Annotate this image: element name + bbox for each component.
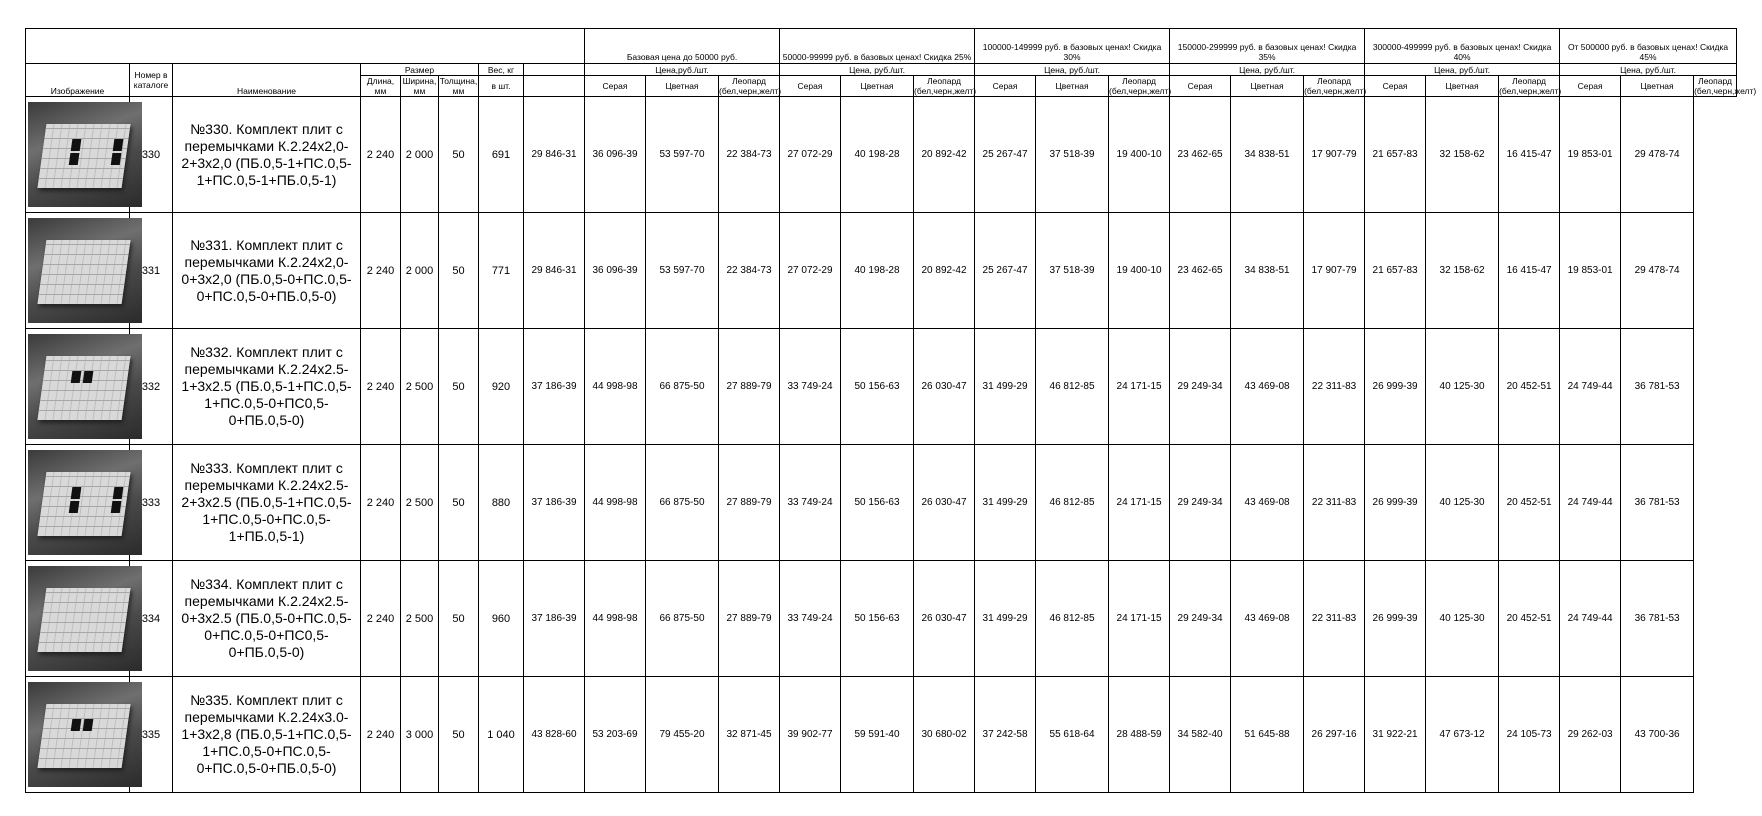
price-cell: 32 158-62: [1426, 213, 1499, 329]
hatch-hole: [71, 487, 82, 499]
price-cell: 51 645-88: [1231, 677, 1304, 793]
tier-title-0: Базовая цена до 50000 руб.: [585, 29, 780, 64]
color-header: Серая: [585, 76, 646, 97]
color-header: Серая: [975, 76, 1036, 97]
col-length: Длина, мм: [361, 76, 401, 97]
slab-image: [38, 472, 131, 536]
price-cell: 29 846-31: [524, 97, 585, 213]
price-cell: 66 875-50: [646, 445, 719, 561]
price-cell: 37 242-58: [975, 677, 1036, 793]
price-cell: 46 812-85: [1036, 329, 1109, 445]
price-cell: 24 749-44: [1560, 561, 1621, 677]
color-header: Серая: [1170, 76, 1231, 97]
color-header: Цветная: [841, 76, 914, 97]
price-cell: 27 072-29: [780, 97, 841, 213]
color-header: Леопард (бел,черн,желт): [914, 76, 977, 96]
price-cell: 19 400-10: [1109, 97, 1170, 213]
price-cell: 39 902-77: [780, 677, 841, 793]
price-cell: 32 158-62: [1426, 97, 1499, 213]
width-value: 2 500: [401, 561, 439, 677]
price-cell: 33 749-24: [780, 329, 841, 445]
hatch-hole: [113, 487, 124, 499]
tier-title-1: 50000-99999 руб. в базовых ценах! Скидка 25%: [780, 29, 975, 64]
hatch-hole: [111, 501, 122, 513]
price-cell: 24 171-15: [1109, 445, 1170, 561]
price-cell: 25 267-47: [975, 213, 1036, 329]
price-cell: 24 171-15: [1109, 561, 1170, 677]
price-table: [25, 28, 1757, 793]
price-cell: 29 249-34: [1170, 561, 1231, 677]
price-cell: 22 311-83: [1304, 561, 1365, 677]
price-cell: 29 846-31: [524, 213, 585, 329]
tier-unit-2: Цена, руб./шт.: [975, 64, 1170, 76]
price-cell: 36 781-53: [1621, 329, 1694, 445]
product-photo: [28, 566, 142, 671]
price-cell: 36 781-53: [1621, 561, 1694, 677]
price-cell: 37 518-39: [1036, 97, 1109, 213]
hatch-hole: [69, 501, 80, 513]
price-cell: 17 907-79: [1304, 213, 1365, 329]
price-cell: 43 469-08: [1231, 561, 1304, 677]
price-cell: 25 267-47: [975, 97, 1036, 213]
hatch-hole: [113, 139, 124, 151]
price-cell: 22 311-83: [1304, 445, 1365, 561]
price-cell: 26 030-47: [914, 445, 975, 561]
color-header: Цветная: [1036, 76, 1109, 97]
price-cell: 31 499-29: [975, 329, 1036, 445]
price-cell: 19 853-01: [1560, 213, 1621, 329]
col-catalog: Номер в каталоге: [130, 64, 173, 97]
table-row: [26, 329, 1737, 445]
slab-image: [38, 356, 131, 420]
product-name: №335. Комплект плит с перемычками К.2.24х3.0-1+3х2,8 (ПБ.0,5-1+ПС.0,5-1+ПС.0,5-0+ПС.0,5-0+ПС.0,5-0+ПБ.0,5-0): [173, 677, 361, 793]
price-cell: 17 907-79: [1304, 97, 1365, 213]
price-cell: 32 871-45: [719, 677, 780, 793]
col-name: Наименование: [173, 64, 361, 97]
width-value: 2 500: [401, 329, 439, 445]
length-value: 2 240: [361, 561, 401, 677]
price-cell: 66 875-50: [646, 329, 719, 445]
price-cell: 37 186-39: [524, 445, 585, 561]
length-value: 2 240: [361, 213, 401, 329]
tier-unit-1: Цена, руб./шт.: [780, 64, 975, 76]
color-header: Цветная: [1231, 76, 1304, 97]
length-value: 2 240: [361, 97, 401, 213]
price-cell: 24 749-44: [1560, 329, 1621, 445]
product-photo: [28, 334, 142, 439]
price-cell: 29 262-03: [1560, 677, 1621, 793]
color-header: Цветная: [646, 76, 719, 97]
hatch-hole: [69, 153, 80, 165]
price-cell: 50 156-63: [841, 561, 914, 677]
price-cell: 22 384-73: [719, 213, 780, 329]
price-cell: 26 030-47: [914, 561, 975, 677]
product-photo-cell: [26, 213, 130, 329]
product-name: №333. Комплект плит с перемычками К.2.24х2.5-2+3х2.5 (ПБ.0,5-1+ПС.0,5-1+ПС.0,5-0+ПС.0,5-1+ПБ.0,5-1): [173, 445, 361, 561]
color-header: Цветная: [1426, 76, 1499, 97]
price-cell: 26 999-39: [1365, 561, 1426, 677]
price-cell: 33 749-24: [780, 561, 841, 677]
price-cell: 59 591-40: [841, 677, 914, 793]
table-body: [26, 97, 1737, 793]
tier-unit-5: Цена, руб./шт.: [1560, 64, 1737, 76]
width-value: 2 500: [401, 445, 439, 561]
price-cell: 26 030-47: [914, 329, 975, 445]
col-thickness: Толщина, мм: [439, 76, 478, 96]
price-cell: 50 156-63: [841, 329, 914, 445]
table-header: [26, 29, 1757, 97]
price-cell: 47 673-12: [1426, 677, 1499, 793]
weight-value: 960: [479, 561, 524, 677]
price-cell: 36 781-53: [1621, 445, 1694, 561]
product-name: №330. Комплект плит с перемычками К.2.24х2,0-2+3х2,0 (ПБ.0,5-1+ПС.0,5-1+ПС.0,5-1+ПБ.0,5-1): [173, 97, 361, 213]
product-photo: [28, 218, 142, 323]
table-row: [26, 445, 1737, 561]
price-cell: 46 812-85: [1036, 561, 1109, 677]
product-photo-cell: [26, 677, 130, 793]
length-value: 2 240: [361, 329, 401, 445]
price-cell: 19 853-01: [1560, 97, 1621, 213]
price-cell: 34 838-51: [1231, 213, 1304, 329]
price-cell: 23 462-65: [1170, 213, 1231, 329]
color-header: Леопард (бел,черн,желт): [1694, 76, 1757, 96]
price-cell: 40 198-28: [841, 213, 914, 329]
price-cell: 40 125-30: [1426, 445, 1499, 561]
tier-title-3: 150000-299999 руб. в базовых ценах! Скидка 35%: [1170, 29, 1365, 64]
width-value: 2 000: [401, 97, 439, 213]
product-photo: [28, 450, 142, 555]
tier-unit-0: Цена,руб./шт.: [585, 64, 780, 76]
price-cell: 23 462-65: [1170, 97, 1231, 213]
tier-unit-3: Цена, руб./шт.: [1170, 64, 1365, 76]
col-weight-unit: в шт.: [479, 76, 524, 97]
col-size: Размер: [361, 64, 479, 76]
length-value: 2 240: [361, 677, 401, 793]
price-cell: 31 499-29: [975, 561, 1036, 677]
tier-title-5: От 500000 руб. в базовых ценах! Скидка 45%: [1560, 29, 1737, 64]
price-cell: 31 499-29: [975, 445, 1036, 561]
hatch-hole: [111, 153, 122, 165]
price-cell: 27 072-29: [780, 213, 841, 329]
catalog-number: 333: [130, 445, 173, 561]
price-cell: 16 415-47: [1499, 213, 1560, 329]
price-cell: 53 203-69: [585, 677, 646, 793]
color-header: Цветная: [1621, 76, 1694, 97]
price-cell: 44 998-98: [585, 561, 646, 677]
price-cell: 43 469-08: [1231, 329, 1304, 445]
slab-image: [38, 124, 131, 188]
price-cell: 24 105-73: [1499, 677, 1560, 793]
catalog-number: 332: [130, 329, 173, 445]
price-cell: 34 838-51: [1231, 97, 1304, 213]
price-cell: 37 186-39: [524, 329, 585, 445]
price-cell: 20 892-42: [914, 97, 975, 213]
thickness-value: 50: [439, 561, 479, 677]
product-name: №331. Комплект плит с перемычками К.2.24х2,0-0+3х2,0 (ПБ.0,5-0+ПС.0,5-0+ПС.0,5-0+ПБ.0,5-0): [173, 213, 361, 329]
color-header: Серая: [1365, 76, 1426, 97]
price-cell: 22 384-73: [719, 97, 780, 213]
slab-image: [38, 704, 131, 768]
col-weight-blank: [524, 64, 585, 76]
weight-value: 1 040: [479, 677, 524, 793]
price-cell: 34 582-40: [1170, 677, 1231, 793]
weight-value: 771: [479, 213, 524, 329]
price-cell: 30 680-02: [914, 677, 975, 793]
price-cell: 50 156-63: [841, 445, 914, 561]
table-row: [26, 213, 1737, 329]
hatch-hole: [71, 719, 82, 731]
hatch-hole: [71, 371, 82, 383]
length-value: 2 240: [361, 445, 401, 561]
price-cell: 31 922-21: [1365, 677, 1426, 793]
price-cell: 20 452-51: [1499, 445, 1560, 561]
color-header: Леопард (бел,черн,желт): [1109, 76, 1172, 96]
price-cell: 46 812-85: [1036, 445, 1109, 561]
color-header: Леопард (бел,черн,желт): [719, 76, 782, 96]
price-cell: 21 657-83: [1365, 213, 1426, 329]
price-cell: 27 889-79: [719, 561, 780, 677]
price-cell: 79 455-20: [646, 677, 719, 793]
price-cell: 44 998-98: [585, 445, 646, 561]
price-cell: 43 828-60: [524, 677, 585, 793]
table-row: [26, 677, 1737, 793]
thickness-value: 50: [439, 97, 479, 213]
price-cell: 53 597-70: [646, 213, 719, 329]
catalog-number: 331: [130, 213, 173, 329]
price-cell: 40 125-30: [1426, 329, 1499, 445]
product-name: №334. Комплект плит с перемычками К.2.24х2.5-0+3х2.5 (ПБ.0,5-0+ПС.0,5-0+ПС.0,5-0+ПС0,5-0+ПБ.0,5-0): [173, 561, 361, 677]
price-cell: 26 999-39: [1365, 329, 1426, 445]
header-blank: [26, 29, 585, 64]
product-photo: [28, 102, 142, 207]
color-header: Серая: [780, 76, 841, 97]
tier-title-2: 100000-149999 руб. в базовых ценах! Скидка 30%: [975, 29, 1170, 64]
slab-image: [38, 588, 131, 652]
price-cell: 40 125-30: [1426, 561, 1499, 677]
catalog-number: 334: [130, 561, 173, 677]
tier-unit-4: Цена, руб./шт.: [1365, 64, 1560, 76]
weight-value: 880: [479, 445, 524, 561]
thickness-value: 50: [439, 213, 479, 329]
price-cell: 29 478-74: [1621, 213, 1694, 329]
col-image: Изображение: [26, 64, 130, 97]
hatch-hole: [71, 139, 82, 151]
width-value: 2 000: [401, 213, 439, 329]
catalog-number: 330: [130, 97, 173, 213]
col-weight: Вес, кг: [479, 64, 524, 76]
color-header: Леопард (бел,черн,желт): [1499, 76, 1562, 96]
price-cell: 43 469-08: [1231, 445, 1304, 561]
product-photo: [28, 682, 142, 787]
product-photo-cell: [26, 445, 130, 561]
slab-image: [38, 240, 131, 304]
price-cell: 40 198-28: [841, 97, 914, 213]
price-cell: 37 518-39: [1036, 213, 1109, 329]
hatch-hole: [83, 719, 94, 731]
col-blank: [524, 76, 585, 97]
weight-value: 691: [479, 97, 524, 213]
tier-title-4: 300000-499999 руб. в базовых ценах! Скидка 40%: [1365, 29, 1560, 64]
price-cell: 27 889-79: [719, 445, 780, 561]
hatch-hole: [83, 371, 94, 383]
price-cell: 24 171-15: [1109, 329, 1170, 445]
product-photo-cell: [26, 97, 130, 213]
price-cell: 20 452-51: [1499, 561, 1560, 677]
price-cell: 44 998-98: [585, 329, 646, 445]
thickness-value: 50: [439, 445, 479, 561]
price-cell: 21 657-83: [1365, 97, 1426, 213]
color-header: Леопард (бел,черн,желт): [1304, 76, 1367, 96]
price-cell: 53 597-70: [646, 97, 719, 213]
price-cell: 22 311-83: [1304, 329, 1365, 445]
price-cell: 26 999-39: [1365, 445, 1426, 561]
table-row: [26, 561, 1737, 677]
price-cell: 20 452-51: [1499, 329, 1560, 445]
price-cell: 33 749-24: [780, 445, 841, 561]
product-name: №332. Комплект плит с перемычками К.2.24х2.5-1+3х2.5 (ПБ.0,5-1+ПС.0,5-1+ПС.0,5-0+ПС0,5-0+ПБ.0,5-0): [173, 329, 361, 445]
price-cell: 26 297-16: [1304, 677, 1365, 793]
col-width: Ширина, мм: [401, 76, 439, 97]
price-cell: 28 488-59: [1109, 677, 1170, 793]
product-photo-cell: [26, 329, 130, 445]
price-cell: 24 749-44: [1560, 445, 1621, 561]
color-header: Серая: [1560, 76, 1621, 97]
width-value: 3 000: [401, 677, 439, 793]
price-cell: 29 249-34: [1170, 329, 1231, 445]
price-cell: 16 415-47: [1499, 97, 1560, 213]
price-cell: 66 875-50: [646, 561, 719, 677]
thickness-value: 50: [439, 329, 479, 445]
price-cell: 43 700-36: [1621, 677, 1694, 793]
price-cell: 19 400-10: [1109, 213, 1170, 329]
price-cell: 20 892-42: [914, 213, 975, 329]
weight-value: 920: [479, 329, 524, 445]
price-cell: 29 478-74: [1621, 97, 1694, 213]
price-cell: 36 096-39: [585, 213, 646, 329]
price-cell: 29 249-34: [1170, 445, 1231, 561]
catalog-number: 335: [130, 677, 173, 793]
price-cell: 37 186-39: [524, 561, 585, 677]
price-cell: 36 096-39: [585, 97, 646, 213]
price-cell: 27 889-79: [719, 329, 780, 445]
thickness-value: 50: [439, 677, 479, 793]
price-cell: 55 618-64: [1036, 677, 1109, 793]
product-photo-cell: [26, 561, 130, 677]
table-row: [26, 97, 1737, 213]
